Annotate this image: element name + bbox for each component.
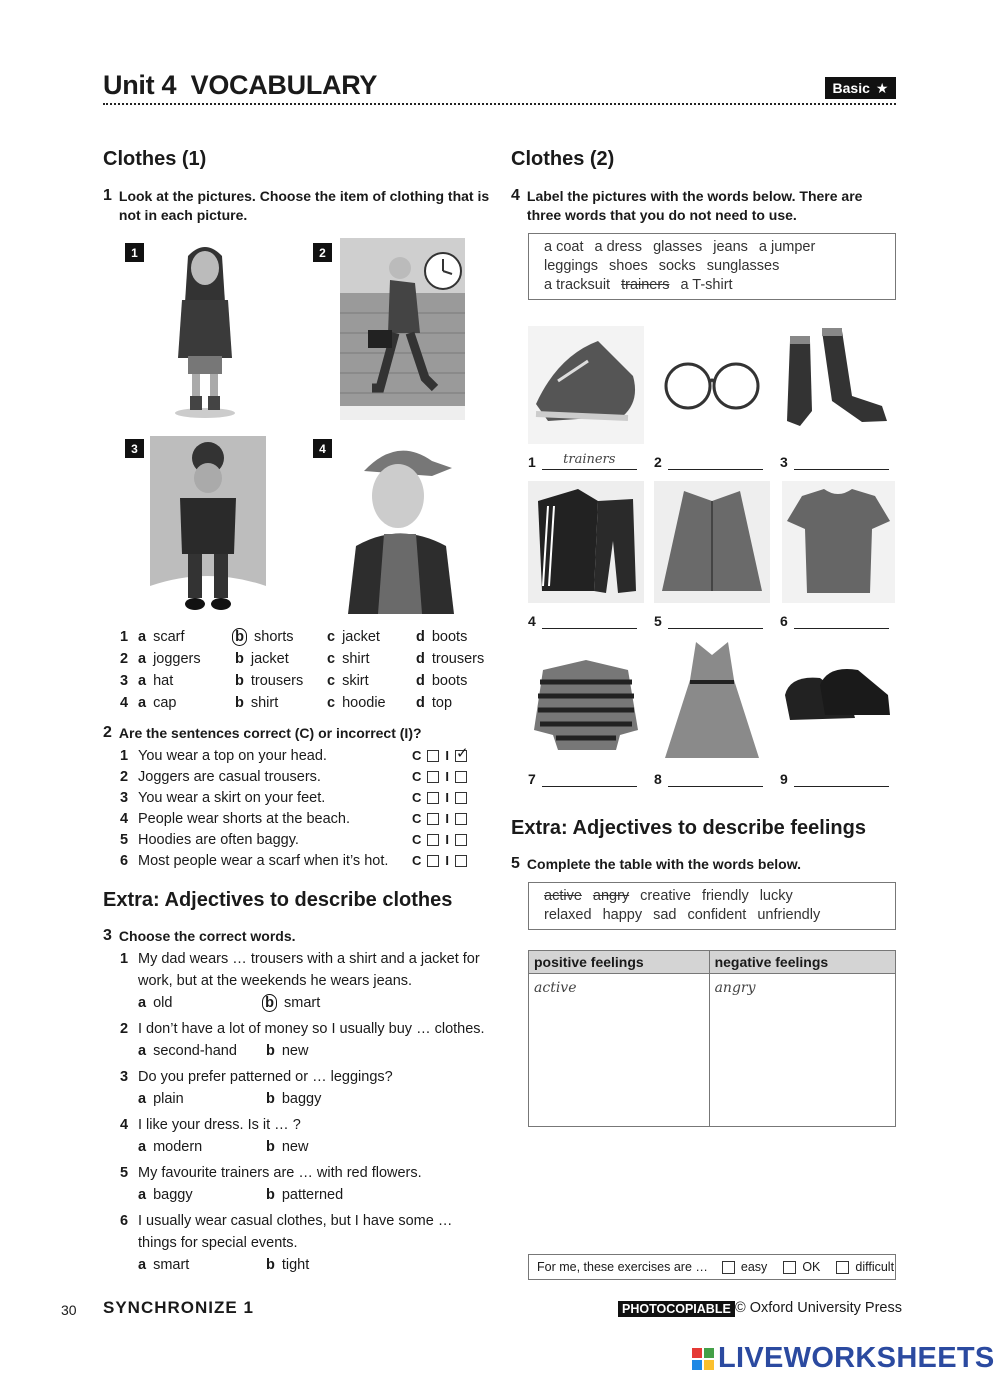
ex2-item: 5 Hoodies are often baggy. C I [120,829,490,850]
column-header-positive: positive feelings [529,951,710,974]
difficulty-rating: For me, these exercises are … easy OK difficult [528,1254,896,1280]
ex3-item: 4 I like your dress. Is it … ? a modern b new [120,1114,500,1158]
ex2-item: 3 You wear a skirt on your feet. C I [120,787,490,808]
section-title-clothes-1: Clothes (1) [103,148,207,170]
ex1-instruction: 1 Look at the pictures. Choose the item of clothing that is not in each picture. [103,187,490,223]
option-d[interactable]: d boots [416,673,468,689]
option-b[interactable]: b jacket [235,651,289,667]
page-title: Unit 4 VOCABULARY [103,70,378,100]
label-field: 7 [528,769,637,787]
ex5-word-box: active angry creative friendly lucky relaxed happy sad confident unfriendly [528,882,896,930]
section-title-extra-feelings: Extra: Adjectives to describe feelings [511,817,866,839]
page-number: 30 [61,1302,77,1318]
option-d[interactable]: d trousers [416,651,485,667]
option-a[interactable]: a hat [138,673,174,689]
glasses-photo [654,336,770,436]
option-b[interactable]: b tight [266,1257,310,1273]
picture-number: 3 [125,439,144,458]
ex5-instruction: 5 Complete the table with the words below. [511,855,801,872]
label-field: 2 [654,452,763,470]
option-d[interactable]: d top [416,695,453,711]
answer-input[interactable] [668,611,763,629]
ex3-item: 5 My favourite trainers are … with red flowers. a baggy b patterned [120,1162,500,1206]
option-c[interactable]: c skirt [327,673,369,689]
header-divider [103,103,896,105]
brand-logo: SYNCHRONIZE 1 [103,1298,254,1317]
ex4-word-box: a coat a dress glasses jeans a jumper leggings shoes socks sunglasses a tracksuit trainers a T-shirt [528,233,896,300]
socks-photo [782,326,894,441]
option-b-selected[interactable]: b smart [262,992,320,1014]
option-c[interactable]: c hoodie [327,695,386,711]
label-field: 3 [780,452,889,470]
ex3-item: 1 My dad wears … trousers with a shirt and a jacket for work, but at the weekends he wears jeans. a old b smart [120,948,500,1014]
incorrect-checkbox-checked[interactable] [455,750,467,762]
ex3-item: 6 I usually wear casual clothes, but I have some … things for special events. a smart b tight [120,1210,500,1276]
correct-checkbox[interactable] [427,813,439,825]
incorrect-checkbox[interactable] [455,813,467,825]
ex3-item: 2 I don’t have a lot of money so I usually buy … clothes. a second-hand b new [120,1018,500,1062]
answer-input[interactable] [542,611,637,629]
option-a[interactable]: a smart [138,1257,190,1273]
section-title-clothes-2: Clothes (2) [511,148,615,170]
correct-checkbox[interactable] [427,771,439,783]
ex3-instruction: 3 Choose the correct words. [103,927,296,944]
picture-number: 4 [313,439,332,458]
answer-input[interactable] [794,452,889,470]
picture-number: 2 [313,243,332,262]
option-c[interactable]: c jacket [327,629,380,645]
liveworksheets-logo-icon [692,1348,714,1370]
option-b[interactable]: b new [266,1139,309,1155]
ex2-item: 4 People wear shorts at the beach. C I [120,808,490,829]
running-man-picture [340,238,465,420]
incorrect-checkbox[interactable] [455,771,467,783]
copyright: © Oxford University Press [735,1300,902,1316]
correct-checkbox[interactable] [427,855,439,867]
label-field: 5 [654,611,763,629]
label-field: 9 [780,769,889,787]
option-a[interactable]: a joggers [138,651,201,667]
ex2-item: 6 Most people wear a scarf when it’s hot. C I [120,850,490,871]
photocopiable-label: PHOTOCOPIABLE [618,1301,735,1317]
section-title-extra-clothes: Extra: Adjectives to describe clothes [103,889,453,911]
easy-checkbox[interactable] [722,1261,735,1274]
ex2-item: 2 Joggers are casual trousers. C I [120,766,490,787]
ex4-instruction: 4 Label the pictures with the words below. There are three words that you do not need to use. [511,187,863,223]
option-a[interactable]: a cap [138,695,177,711]
column-header-negative: negative feelings [709,951,895,974]
correct-checkbox[interactable] [427,792,439,804]
option-a[interactable]: a plain [138,1091,184,1107]
option-b[interactable]: b baggy [266,1091,322,1107]
correct-checkbox[interactable] [427,750,439,762]
ex1-row: 3 a hat b trousers c skirt d boots [120,673,468,689]
boy-in-cap-picture [342,436,460,614]
option-a[interactable]: a scarf [138,629,185,645]
correct-checkbox[interactable] [427,834,439,846]
girl-in-coat-picture [160,238,250,420]
option-c[interactable]: c shirt [327,651,370,667]
label-field: 4 [528,611,637,629]
liveworksheets-watermark: LIVEWORKSHEETS [692,1342,995,1375]
tracksuit-photo [528,481,644,603]
option-b[interactable]: b trousers [235,673,304,689]
ok-checkbox[interactable] [783,1261,796,1274]
difficult-checkbox[interactable] [836,1261,849,1274]
ex2-list [120,745,490,871]
ex1-row: 2 a joggers b jacket c shirt d trousers [120,651,485,667]
option-a[interactable]: a old [138,995,173,1011]
option-b[interactable]: b new [266,1043,309,1059]
option-b[interactable]: b patterned [266,1187,344,1203]
level-badge: Basic ★ [825,77,896,99]
ex1-row: 1 a scarf b shorts c jacket d boots [120,629,468,645]
answer-input[interactable] [542,769,637,787]
incorrect-checkbox[interactable] [455,855,467,867]
boy-in-snow-picture [150,436,266,614]
answer-input[interactable] [668,769,763,787]
answer-input[interactable] [794,769,889,787]
option-a[interactable]: a modern [138,1139,203,1155]
label-field: 8 [654,769,763,787]
ex3-item: 3 Do you prefer patterned or … leggings? a plain b baggy [120,1066,500,1110]
dress-photo [654,640,770,762]
answer-input[interactable]: trainers [542,452,637,470]
label-field: 6 [780,611,889,629]
coat-photo [654,481,770,603]
option-a[interactable]: a baggy [138,1187,193,1203]
jumper-photo [528,640,644,762]
option-d[interactable]: d boots [416,629,468,645]
ex3-list [120,948,500,1280]
trainers-photo [528,326,644,444]
option-a[interactable]: a second-hand [138,1043,237,1059]
positive-feelings-cell[interactable]: active [529,974,710,1127]
picture-number: 1 [125,243,144,262]
feelings-table [528,950,896,1127]
ex2-item: 1 You wear a top on your head. C I ✓ [120,745,490,766]
ex1-row: 4 a cap b shirt c hoodie d top [120,695,453,711]
star-icon: ★ [875,79,889,96]
answer-input[interactable] [794,611,889,629]
shoes-photo [780,660,894,742]
option-b-selected[interactable]: b shorts [232,628,294,646]
label-field: 1 trainers [528,452,637,470]
ex1-options [120,626,500,714]
negative-feelings-cell[interactable]: angry [709,974,895,1127]
answer-input[interactable] [668,452,763,470]
tshirt-photo [782,481,895,603]
incorrect-checkbox[interactable] [455,792,467,804]
ex2-instruction: 2 Are the sentences correct (C) or incorrect (I)? [103,724,422,741]
incorrect-checkbox[interactable] [455,834,467,846]
option-b[interactable]: b shirt [235,695,279,711]
